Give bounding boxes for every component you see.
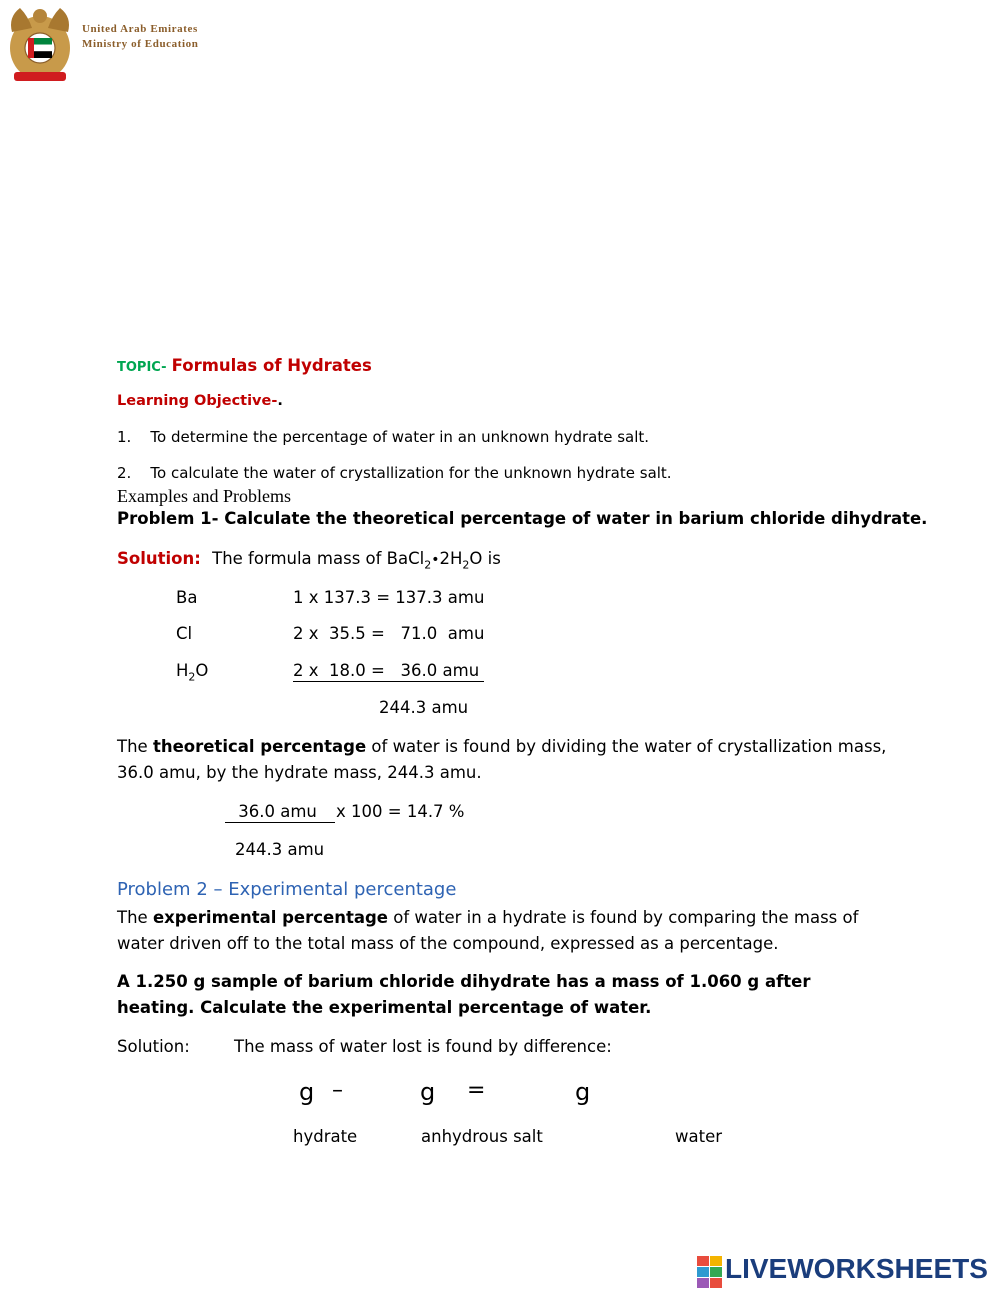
equation-equals: = (467, 1078, 486, 1103)
ministry-name (82, 22, 199, 52)
org-line-2: Ministry of Education (82, 38, 199, 50)
label-hydrate: hydrate (293, 1127, 358, 1146)
element-h2o: $H_2O$ (176, 661, 209, 684)
solution-label: Solution: (117, 549, 201, 568)
fraction-denominator: 244.3 amu (235, 840, 325, 859)
topic-title: Formulas of Hydrates (171, 356, 372, 375)
equation-unit-anhydrous: g (420, 1078, 436, 1106)
fraction-multiplier: x 100 = 14.7 % (336, 802, 465, 821)
problem-2-solution-label: Solution: (117, 1037, 190, 1056)
learning-objective-label: Learning Objective- (117, 393, 278, 409)
problem-2-solution-text: The mass of water lost is found by difference: (234, 1037, 612, 1056)
problem-2-question: A 1.250 g sample of barium chloride dihydrate has a mass of 1.060 g after heating. Calculate the experimental percentage of water. (117, 972, 811, 1017)
liveworksheets-blocks-icon (697, 1256, 723, 1288)
calc-ba: 1 x 137.3 = 137.3 amu (293, 588, 485, 607)
label-water: water (675, 1127, 723, 1146)
objective-item-1: 1. To determine the percentage of water in an unknown hydrate salt. (117, 428, 650, 446)
equation-unit-hydrate: g (299, 1078, 315, 1106)
problem-1-solution-line: Solution: The formula mass of $BaCl_2•2H_2O$ is (117, 549, 501, 572)
equation-unit-water: g (575, 1078, 591, 1106)
calc-h2o: 2 x 18.0 = 36.0 amu (293, 661, 485, 680)
org-line-1: United Arab Emirates (82, 23, 198, 35)
emirates-falcon-emblem-icon (6, 2, 76, 84)
element-ba: Ba (176, 588, 198, 607)
element-cl: Cl (176, 624, 193, 643)
topic-line (117, 356, 372, 375)
learning-objective-heading: Learning Objective-. (117, 393, 283, 409)
equation-minus: – (332, 1078, 343, 1103)
fraction-numerator: 36.0 amu (225, 802, 335, 823)
liveworksheets-brand: LIVEWORKSHEETS (725, 1253, 988, 1284)
problem-2-heading: Problem 2 – Experimental percentage (117, 879, 457, 900)
topic-label: TOPIC- (117, 360, 167, 375)
label-anhydrous-salt: anhydrous salt (421, 1127, 543, 1146)
objective-item-2: 2. To calculate the water of crystallization for the unknown hydrate salt. (117, 464, 672, 482)
problem-1-title: Problem 1- Calculate the theoretical percentage of water in barium chloride dihydrate. (117, 509, 928, 528)
theoretical-explanation: The theoretical percentage of water is found by dividing the water of crystallization mass, 36.0 amu, by the hydrate mass, 244.3 amu. (117, 737, 887, 782)
experimental-intro: The experimental percentage of water in a hydrate is found by comparing the mass of water driven off to the total mass of the compound, expressed as a percentage. (117, 908, 859, 953)
formula-mass-total: 244.3 amu (379, 698, 469, 717)
ministry-logo (6, 2, 206, 84)
examples-heading: Examples and Problems (117, 486, 291, 506)
liveworksheets-logo (697, 1253, 997, 1289)
calc-cl: 2 x 35.5 = 71.0 amu (293, 624, 485, 643)
